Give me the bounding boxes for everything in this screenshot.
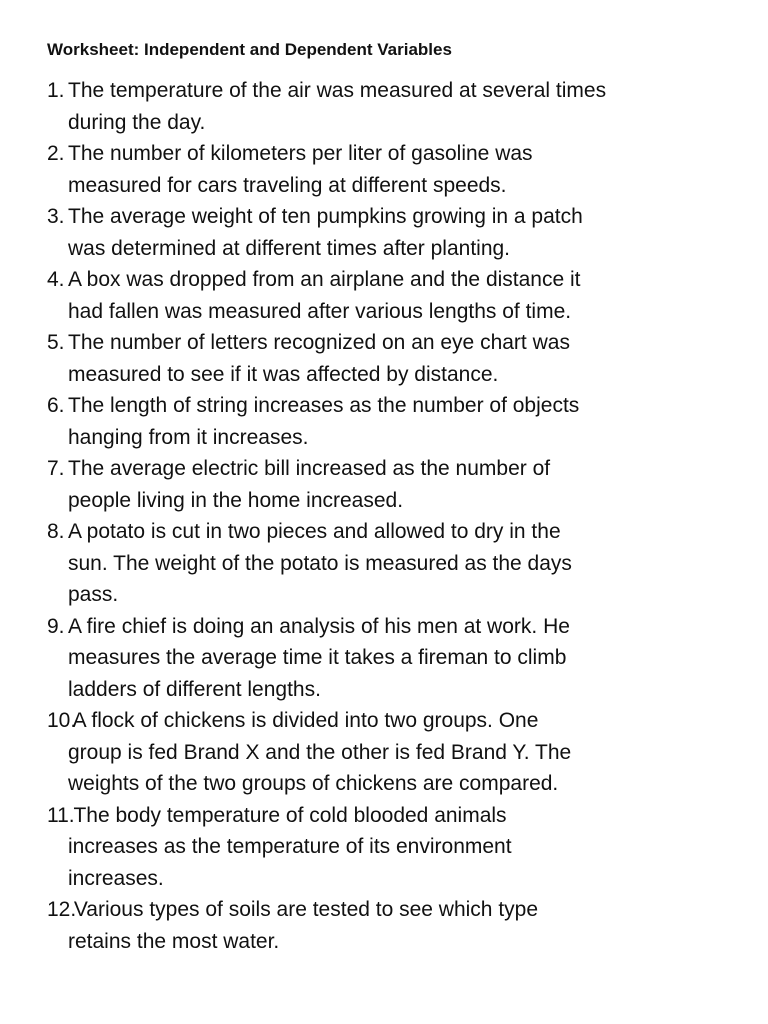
question-text-line: during the day. xyxy=(68,110,206,134)
question-number: 8. xyxy=(47,520,65,543)
question-text-line: measured for cars traveling at different speeds. xyxy=(68,173,507,197)
question-text-line: people living in the home increased. xyxy=(68,488,404,512)
question-text-line: The length of string increases as the number of objects xyxy=(68,394,580,417)
question-item-7 xyxy=(47,453,752,516)
question-number: 4. xyxy=(47,268,65,291)
question-item-1 xyxy=(47,75,752,138)
question-list xyxy=(47,75,752,957)
worksheet-title: Worksheet: Independent and Dependent Variables xyxy=(47,40,452,59)
question-item-11 xyxy=(47,800,752,895)
question-text-line: hanging from it increases. xyxy=(68,425,309,449)
question-item-10 xyxy=(47,705,752,800)
question-text-line: measures the average time it takes a fireman to climb xyxy=(68,646,567,669)
question-item-4 xyxy=(47,264,752,327)
question-text-line: measured to see if it was affected by distance. xyxy=(68,362,499,386)
question-item-3 xyxy=(47,201,752,264)
question-text-line: was determined at different times after planting. xyxy=(68,236,511,260)
question-text-line: increases as the temperature of its environment xyxy=(68,835,512,858)
question-item-8 xyxy=(47,516,752,611)
question-text-line: A flock of chickens is divided into two groups. One xyxy=(68,709,539,732)
question-text-line: retains the most water. xyxy=(68,929,280,953)
question-item-5 xyxy=(47,327,752,390)
question-number: 5. xyxy=(47,331,65,354)
question-text-line: The number of letters recognized on an eye chart was xyxy=(68,331,570,354)
question-number: 3. xyxy=(47,205,65,228)
question-text-line: weights of the two groups of chickens are compared. xyxy=(68,772,559,795)
question-number: 9. xyxy=(47,614,65,638)
question-text-line: A fire chief is doing an analysis of his men at work. He xyxy=(68,614,570,638)
question-number: 7. xyxy=(47,457,65,480)
question-text-line: had fallen was measured after various lengths of time. xyxy=(68,299,572,323)
question-number: 2. xyxy=(47,142,65,165)
question-text-line: The average weight of ten pumpkins growing in a patch xyxy=(68,205,583,228)
question-number: 12. xyxy=(47,898,77,921)
question-text-line: A box was dropped from an airplane and the distance it xyxy=(68,268,581,291)
question-text-line: group is fed Brand X and the other is fed Brand Y. The xyxy=(68,740,572,764)
question-number: 6. xyxy=(47,394,65,417)
question-text-line: The average electric bill increased as the number of xyxy=(68,457,551,480)
question-text-line: The number of kilometers per liter of gasoline was xyxy=(68,142,533,165)
question-item-9 xyxy=(47,611,752,706)
question-number: 10. xyxy=(47,709,77,732)
question-number: 1. xyxy=(47,79,65,102)
question-text-line: ladders of different lengths. xyxy=(68,677,321,701)
question-item-6 xyxy=(47,390,752,453)
question-text-line: increases. xyxy=(68,866,164,890)
question-text-line: A potato is cut in two pieces and allowed to dry in the xyxy=(68,520,561,543)
question-text-line: sun. The weight of the potato is measured as the days xyxy=(68,551,572,575)
question-text-line: pass. xyxy=(68,583,119,606)
question-item-2 xyxy=(47,138,752,201)
question-text-line: The temperature of the air was measured at several times xyxy=(68,79,607,102)
question-text-line: The body temperature of cold blooded animals xyxy=(68,803,507,827)
question-item-12 xyxy=(47,894,752,957)
question-text-line: Various types of soils are tested to see which type xyxy=(68,898,539,921)
question-number: 11. xyxy=(47,803,75,827)
